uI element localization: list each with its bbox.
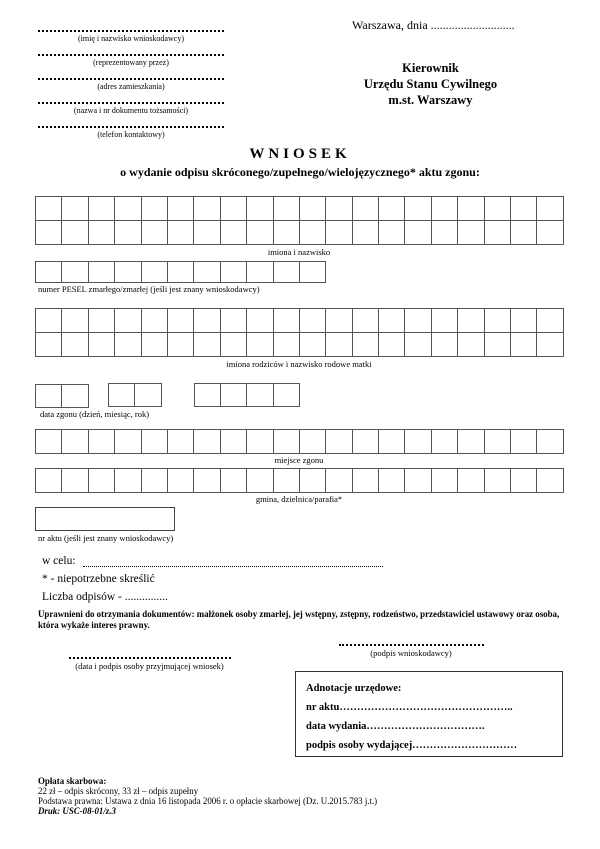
grid-cell[interactable] [299, 468, 326, 493]
addressee-line-3: m.st. Warszawy [388, 93, 473, 107]
grid-cell[interactable] [536, 220, 563, 245]
grid-cell[interactable] [273, 308, 300, 333]
fee-line: 22 zł – odpis skrócony, 33 zł – odpis zupełny [38, 786, 199, 796]
grid-cell[interactable] [88, 220, 115, 245]
grid-cell[interactable] [404, 468, 431, 493]
grid-cell[interactable] [246, 332, 273, 357]
death-date-grid [35, 384, 299, 408]
form-id: Druk: USC-08-01/z.3 [38, 806, 116, 816]
grid-cell[interactable] [510, 332, 537, 357]
act-number-label: nr aktu (jeśli jest znany wnioskodawcy) [38, 533, 174, 543]
legal-basis-line: Podstawa prawna: Ustawa z dnia 16 listopada 2006 r. o opłacie skarbowej (Dz. U.2015.783 j.t.) [38, 796, 378, 806]
grid-cell[interactable] [88, 196, 115, 221]
grid-cell[interactable] [220, 332, 247, 357]
grid-cell[interactable] [193, 429, 220, 454]
grid-cell[interactable] [352, 332, 379, 357]
represented-by-field [38, 46, 224, 69]
commune-grid [35, 468, 563, 493]
grid-cell[interactable] [431, 308, 458, 333]
grid-cell[interactable] [510, 468, 537, 493]
death-date-month-group [108, 383, 161, 408]
grid-cell[interactable] [431, 196, 458, 221]
grid-cell[interactable] [484, 468, 511, 493]
grid-cell[interactable] [299, 261, 326, 283]
id-document-line[interactable] [38, 94, 224, 104]
grid-cell[interactable] [404, 196, 431, 221]
grid-cell[interactable] [141, 196, 168, 221]
grid-cell[interactable] [35, 196, 62, 221]
act-number-box[interactable] [35, 507, 175, 531]
grid-cell[interactable] [273, 468, 300, 493]
grid-cell[interactable] [484, 429, 511, 454]
death-date-year-group [194, 383, 300, 408]
grid-cell[interactable] [114, 261, 141, 283]
annotations-issuer-signature-line[interactable]: podpis osoby wydającej………………………… [306, 740, 518, 751]
grid-cell[interactable] [35, 429, 62, 454]
grid-cell[interactable] [193, 261, 220, 283]
grid-cell[interactable] [273, 220, 300, 245]
grid-cell[interactable] [404, 429, 431, 454]
address-label: (adres zamieszkania) [97, 82, 165, 91]
id-document-field [38, 94, 224, 117]
grid-cell[interactable] [431, 429, 458, 454]
grid-cell[interactable] [457, 429, 484, 454]
grid-cell[interactable] [88, 429, 115, 454]
receiver-signature-block [62, 649, 237, 671]
grid-cell[interactable] [352, 429, 379, 454]
annotations-act-number-line[interactable]: nr aktu………………………………………….. [306, 702, 513, 713]
grid-cell[interactable] [246, 468, 273, 493]
grid-cell[interactable] [325, 468, 352, 493]
grid-cell[interactable] [61, 220, 88, 245]
grid-cell[interactable] [35, 384, 62, 408]
grid-cell[interactable] [246, 220, 273, 245]
name-grid-label: imiona i nazwisko [267, 247, 331, 257]
grid-cell[interactable] [167, 332, 194, 357]
grid-cell[interactable] [378, 220, 405, 245]
grid-cell[interactable] [193, 308, 220, 333]
grid-cell[interactable] [88, 332, 115, 357]
grid-cell[interactable] [141, 220, 168, 245]
grid-cell[interactable] [88, 308, 115, 333]
death-date-label: data zgonu (dzień, miesiąc, rok) [40, 409, 150, 419]
grid-cell[interactable] [167, 196, 194, 221]
grid-cell[interactable] [352, 220, 379, 245]
parents-grid [35, 308, 563, 357]
purpose-label: w celu: [42, 555, 76, 567]
applicant-name-field [38, 22, 224, 45]
city-date-line[interactable]: Warszawa, dnia ............................ [352, 18, 515, 32]
grid-cell[interactable] [220, 220, 247, 245]
grid-cell[interactable] [167, 429, 194, 454]
pesel-grid-label: numer PESEL zmarłego/zmarłej (jeśli jest znany wnioskodawcy) [38, 284, 260, 294]
death-place-label: miejsce zgonu [274, 455, 324, 465]
grid-cell[interactable] [431, 332, 458, 357]
grid-cell[interactable] [167, 468, 194, 493]
purpose-row [42, 554, 383, 567]
addressee-block [338, 60, 523, 108]
grid-cell[interactable] [510, 220, 537, 245]
id-document-label: (nazwa i nr dokumentu tożsamości) [73, 106, 189, 115]
grid-cell[interactable] [35, 220, 62, 245]
grid-cell[interactable] [167, 220, 194, 245]
grid-cell[interactable] [220, 308, 247, 333]
grid-cell[interactable] [193, 196, 220, 221]
grid-cell[interactable] [167, 261, 194, 283]
grid-cell[interactable] [431, 468, 458, 493]
grid-cell[interactable] [246, 383, 273, 407]
grid-cell[interactable] [457, 196, 484, 221]
death-date-day-group [35, 384, 88, 408]
grid-cell[interactable] [88, 468, 115, 493]
grid-cell[interactable] [35, 308, 62, 333]
grid-cell[interactable] [404, 308, 431, 333]
grid-cell[interactable] [484, 196, 511, 221]
grid-cell[interactable] [35, 332, 62, 357]
grid-cell[interactable] [246, 196, 273, 221]
addressee-line-1: Kierownik [402, 61, 459, 75]
grid-cell[interactable] [108, 383, 135, 407]
applicant-name-label: (imię i nazwisko wnioskodawcy) [78, 34, 184, 43]
grid-cell[interactable] [220, 383, 247, 407]
entitled-persons-note: Uprawnieni do otrzymania dokumentów: małżonek osoby zmarłej, jej wstępny, zstępny, rodzeństwo, przedstawiciel ustawowy oraz osoba, która wykaże interes prawny. [38, 609, 560, 630]
grid-cell[interactable] [299, 220, 326, 245]
grid-cell[interactable] [273, 196, 300, 221]
grid-cell[interactable] [141, 429, 168, 454]
grid-cell[interactable] [134, 383, 161, 407]
grid-cell[interactable] [352, 308, 379, 333]
receiver-signature-line[interactable] [69, 649, 231, 659]
grid-cell[interactable] [246, 308, 273, 333]
grid-cell[interactable] [114, 468, 141, 493]
addressee-line-2: Urzędu Stanu Cywilnego [363, 77, 498, 91]
grid-cell[interactable] [484, 332, 511, 357]
grid-cell[interactable] [246, 429, 273, 454]
grid-cell[interactable] [536, 429, 563, 454]
grid-cell[interactable] [220, 196, 247, 221]
grid-cell[interactable] [484, 308, 511, 333]
applicant-signature-line[interactable] [339, 636, 484, 646]
grid-cell[interactable] [404, 220, 431, 245]
grid-cell[interactable] [193, 332, 220, 357]
grid-cell[interactable] [325, 308, 352, 333]
footer-block [38, 776, 377, 816]
grid-cell[interactable] [299, 308, 326, 333]
grid-cell[interactable] [299, 196, 326, 221]
grid-cell[interactable] [378, 308, 405, 333]
grid-cell[interactable] [378, 468, 405, 493]
grid-cell[interactable] [536, 196, 563, 221]
grid-cell[interactable] [61, 332, 88, 357]
grid-cell[interactable] [114, 196, 141, 221]
represented-by-line[interactable] [38, 46, 224, 56]
grid-cell[interactable] [61, 261, 88, 283]
grid-cell[interactable] [220, 429, 247, 454]
phone-line[interactable] [38, 118, 224, 128]
grid-cell[interactable] [536, 332, 563, 357]
grid-cell[interactable] [114, 332, 141, 357]
name-grid [35, 196, 563, 245]
official-annotations-box [295, 671, 563, 757]
grid-cell[interactable] [536, 468, 563, 493]
grid-cell[interactable] [325, 429, 352, 454]
grid-cell[interactable] [61, 384, 88, 408]
grid-cell[interactable] [352, 468, 379, 493]
grid-cell[interactable] [457, 308, 484, 333]
grid-cell[interactable] [246, 261, 273, 283]
phone-field [38, 118, 224, 141]
grid-cell[interactable] [114, 308, 141, 333]
grid-cell[interactable] [457, 332, 484, 357]
grid-cell[interactable] [273, 383, 300, 407]
applicant-signature-block [337, 636, 485, 658]
grid-cell[interactable] [220, 261, 247, 283]
grid-cell[interactable] [193, 220, 220, 245]
grid-cell[interactable] [141, 261, 168, 283]
grid-cell[interactable] [88, 261, 115, 283]
grid-cell[interactable] [431, 220, 458, 245]
fee-title: Opłata skarbowa: [38, 776, 107, 786]
grid-cell[interactable] [325, 332, 352, 357]
grid-cell[interactable] [510, 308, 537, 333]
grid-cell[interactable] [299, 332, 326, 357]
grid-cell[interactable] [457, 220, 484, 245]
grid-cell[interactable] [61, 196, 88, 221]
annotations-title: Adnotacje urzędowe: [306, 683, 402, 694]
phone-label: (telefon kontaktowy) [97, 130, 165, 139]
address-field [38, 70, 224, 93]
grid-cell[interactable] [273, 261, 300, 283]
parents-grid-label: imiona rodziców i nazwisko rodowe matki [226, 359, 372, 369]
grid-cell[interactable] [299, 429, 326, 454]
grid-cell[interactable] [220, 468, 247, 493]
grid-cell[interactable] [273, 429, 300, 454]
death-place-grid [35, 429, 563, 454]
grid-cell[interactable] [61, 308, 88, 333]
grid-cell[interactable] [378, 332, 405, 357]
copies-count-line[interactable]: Liczba odpisów - ............... [42, 591, 168, 603]
annotations-issue-date-line[interactable]: data wydania……………………………. [306, 721, 485, 732]
grid-cell[interactable] [35, 261, 62, 283]
grid-cell[interactable] [536, 308, 563, 333]
grid-cell[interactable] [194, 383, 221, 407]
grid-cell[interactable] [61, 468, 88, 493]
address-line[interactable] [38, 70, 224, 80]
form-subtitle: o wydanie odpisu skróconego/zupełnego/wielojęzycznego* aktu zgonu: [120, 165, 480, 179]
receiver-signature-label: (data i podpis osoby przyjmującej wniosek) [75, 661, 224, 671]
grid-cell[interactable] [325, 220, 352, 245]
grid-cell[interactable] [141, 332, 168, 357]
grid-cell[interactable] [114, 429, 141, 454]
commune-label: gmina, dzielnica/parafia* [255, 494, 343, 504]
grid-cell[interactable] [457, 468, 484, 493]
grid-cell[interactable] [378, 196, 405, 221]
strike-note: * - niepotrzebne skreślić [42, 573, 155, 585]
grid-cell[interactable] [273, 332, 300, 357]
applicant-info-block [38, 22, 224, 142]
grid-cell[interactable] [61, 429, 88, 454]
grid-cell[interactable] [352, 196, 379, 221]
grid-cell[interactable] [141, 308, 168, 333]
grid-cell[interactable] [114, 220, 141, 245]
grid-cell[interactable] [404, 332, 431, 357]
grid-cell[interactable] [167, 308, 194, 333]
form-title: WNIOSEK [249, 146, 351, 162]
grid-cell[interactable] [378, 429, 405, 454]
pesel-grid [35, 261, 325, 283]
represented-by-label: (reprezentowany przez) [93, 58, 169, 67]
grid-cell[interactable] [193, 468, 220, 493]
purpose-blank-line[interactable] [83, 554, 383, 567]
grid-cell[interactable] [484, 220, 511, 245]
grid-cell[interactable] [141, 468, 168, 493]
grid-cell[interactable] [35, 468, 62, 493]
applicant-signature-label: (podpis wnioskodawcy) [370, 648, 452, 658]
applicant-name-line[interactable] [38, 22, 224, 32]
grid-cell[interactable] [510, 429, 537, 454]
grid-cell[interactable] [325, 196, 352, 221]
grid-cell[interactable] [510, 196, 537, 221]
